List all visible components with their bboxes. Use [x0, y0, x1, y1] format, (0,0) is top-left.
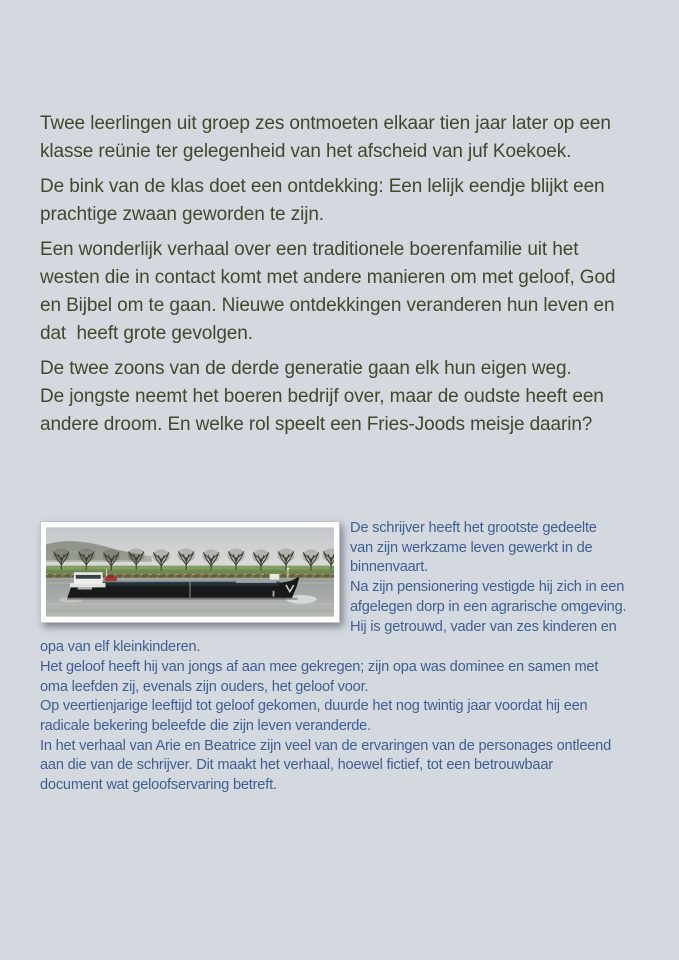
text-line: westen die in contact komt met andere manieren om met geloof, God — [40, 267, 616, 288]
text-line: aan die van de schrijver. Dit maakt het verhaal, hoewel fictief, tot een betrouwbaar — [40, 757, 553, 774]
text-line: De twee zoons van de derde generatie gaan elk hun eigen weg. — [40, 358, 572, 379]
text-line: van zijn werkzame leven gewerkt in de — [350, 539, 593, 556]
author-bio-fullwidth — [40, 638, 651, 796]
text-line: De jongste neemt het boeren bedrijf over, maar de oudste heeft een — [40, 386, 604, 407]
author-section — [40, 519, 651, 796]
text-line: Na zijn pensionering vestigde hij zich in een — [350, 579, 625, 596]
synopsis-paragraph-3 — [40, 236, 651, 348]
text-line: klasse reünie ter gelegenheid van het afscheid van juf Koekoek. — [40, 141, 572, 162]
text-line: afgelegen dorp in een agrarische omgeving. — [350, 598, 627, 615]
text-line: en Bijbel om te gaan. Nieuwe ontdekkingen veranderen hun leven en — [40, 295, 615, 316]
synopsis-paragraph-1 — [40, 110, 651, 166]
synopsis-paragraph-4 — [40, 355, 651, 439]
text-line: Twee leerlingen uit groep zes ontmoeten elkaar tien jaar later op een — [40, 113, 611, 134]
text-line: Het geloof heeft hij van jongs af aan mee gekregen; zijn opa was dominee en samen met — [40, 658, 599, 675]
text-line: radicale bekering beleefde die zijn leven veranderde. — [40, 718, 371, 735]
text-line: opa van elf kleinkinderen. — [40, 639, 201, 656]
barge-photo-illustration — [46, 527, 334, 617]
text-line: Hij is getrouwd, vader van zes kinderen en — [350, 618, 617, 635]
text-line: De schrijver heeft het grootste gedeelte — [350, 520, 597, 536]
text-line: document wat geloofservaring betreft. — [40, 777, 277, 794]
text-line: De bink van de klas doet een ontdekking: Een lelijk eendje blijkt een — [40, 176, 605, 197]
synopsis-section — [40, 110, 651, 439]
text-line: andere droom. En welke rol speelt een Fries-Joods meisje daarin? — [40, 414, 593, 435]
author-bio-column — [350, 519, 626, 637]
text-line: oma leefden zij, evenals zijn ouders, het geloof voor. — [40, 678, 369, 695]
synopsis-paragraph-2 — [40, 173, 651, 229]
text-line: prachtige zwaan geworden te zijn. — [40, 204, 324, 225]
text-line: binnenvaart. — [350, 559, 428, 576]
text-line: In het verhaal van Arie en Beatrice zijn veel van de ervaringen van de personages ontleend — [40, 737, 612, 754]
text-line: Op veertienjarige leeftijd tot geloof gekomen, duurde het nog twintig jaar voordat hij een — [40, 698, 588, 715]
barge-photo — [40, 521, 340, 623]
text-line: Een wonderlijk verhaal over een traditionele boerenfamilie uit het — [40, 239, 579, 260]
text-line: dat heeft grote gevolgen. — [40, 323, 253, 344]
